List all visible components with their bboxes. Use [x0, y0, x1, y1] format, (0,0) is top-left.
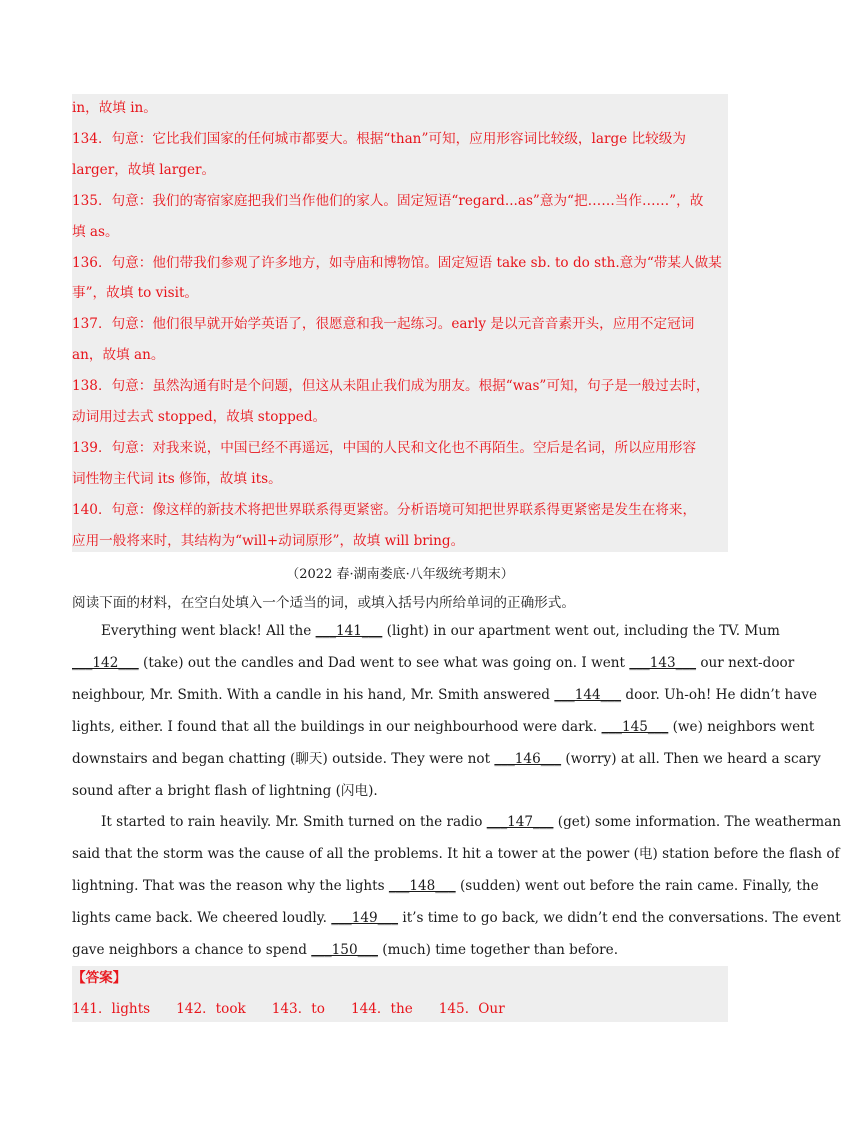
blank: ___147___	[486, 814, 554, 830]
explanation-line: in，故填 in。	[72, 100, 157, 116]
passage-line	[72, 940, 618, 960]
explanation-line: 词性物主代词 its 修饰，故填 its。	[72, 470, 282, 487]
explanation-line: 138．句意：虽然沟通有时是个问题，但这从未阻止我们成为朋友。根据“was”可知，句子是一般过去时，	[72, 378, 710, 395]
source-title: （2022 春·湖南娄底·八年级统考期末）	[286, 567, 514, 582]
passage-text: (take) out the candles and Dad went to see what was going on. I went	[138, 655, 630, 671]
answer-label: 【答案】	[72, 970, 127, 986]
passage-text: downstairs and began chatting (聊天) outside. They were not	[72, 751, 495, 767]
explanation-line: 136．句意：他们带我们参观了许多地方，如寺庙和博物馆。固定短语 take sb. to do sth.意为“带某人做某	[72, 254, 722, 271]
blank: ___149___	[331, 910, 399, 926]
explanation-line: 应用一般将来时，其结构为“will+动词原形”，故填 will bring。	[72, 532, 465, 549]
blank: ___142___	[72, 655, 139, 671]
passage-text: sound after a bright flash of lightning (闪电).	[72, 783, 378, 799]
passage-text: said that the storm was the cause of all the problems. It hit a tower at the power (电) station before the flash of	[72, 846, 840, 862]
answer-item: 141．lights	[72, 1001, 151, 1017]
passage-line	[72, 781, 378, 801]
blank: ___150___	[311, 942, 378, 958]
passage-text: (much) time together than before.	[377, 942, 619, 958]
explanation-line: 134．句意：它比我们国家的任何城市都要大。根据“than”可知，应用形容词比较级，large 比较级为	[72, 130, 686, 147]
passage-text: (sudden) went out before the rain came. Finally, the	[455, 878, 819, 894]
explanation-line: 137．句意：他们很早就开始学英语了，很愿意和我一起练习。early 是以元音音素开头，应用不定冠词	[72, 316, 695, 333]
passage-text: lights, either. I found that all the buildings in our neighbourhood were dark.	[72, 719, 602, 735]
explanation-line: 填 as。	[72, 223, 119, 240]
passage-line	[72, 844, 840, 864]
instruction: 阅读下面的材料，在空白处填入一个适当的词，或填入括号内所给单词的正确形式。	[72, 595, 575, 611]
explanation-line: 动词用过去式 stopped，故填 stopped。	[72, 409, 327, 425]
blank: ___145___	[601, 719, 669, 735]
passage-text: it’s time to go back, we didn’t end the conversations. The event	[398, 910, 841, 926]
passage-line	[72, 908, 841, 928]
passage-text: (worry) at all. Then we heard a scary	[561, 751, 821, 767]
answer-item: 145．Our	[438, 1001, 505, 1017]
passage-line	[72, 876, 819, 896]
answer-item: 143．to	[271, 1001, 325, 1017]
explanation-line: an，故填 an。	[72, 347, 165, 364]
passage-line	[72, 685, 817, 705]
passage-text: (we) neighbors went	[668, 719, 815, 735]
blank: ___141___	[315, 623, 383, 639]
answer-list	[72, 999, 531, 1019]
explanation-line: 140．句意：像这样的新技术将把世界联系得更紧密。分析语境可知把世界联系得更紧密是发生在将来，	[72, 501, 697, 518]
passage-text: lightning. That was the reason why the lights	[72, 878, 389, 894]
passage-text: door. Uh-oh! He didn’t have	[621, 687, 818, 703]
passage-text: gave neighbors a chance to spend	[72, 942, 312, 958]
explanation-line: larger，故填 larger。	[72, 161, 216, 178]
explanation-line: 事”，故填 to visit。	[72, 285, 199, 302]
answer-item: 144．the	[350, 1001, 413, 1017]
passage-line	[101, 621, 780, 641]
blank: ___143___	[629, 655, 697, 671]
passage-text: Everything went black! All the	[101, 623, 316, 639]
passage-line	[72, 749, 821, 769]
passage-text: (get) some information. The weatherman	[553, 814, 841, 830]
passage-line	[72, 653, 794, 673]
passage-text: lights came back. We cheered loudly.	[72, 910, 332, 926]
passage-line	[72, 717, 814, 737]
answer-item: 142．took	[176, 1001, 246, 1017]
explanation-line: 135．句意：我们的寄宿家庭把我们当作他们的家人。固定短语“regard...as”意为“把……当作……”，故	[72, 192, 704, 209]
passage-text: It started to rain heavily. Mr. Smith turned on the radio	[101, 814, 487, 830]
passage-text: (light) in our apartment went out, including the TV. Mum	[382, 623, 780, 639]
blank: ___148___	[388, 878, 456, 894]
blank: ___146___	[494, 751, 562, 767]
passage-text: neighbour, Mr. Smith. With a candle in his hand, Mr. Smith answered	[72, 687, 555, 703]
blank: ___144___	[554, 687, 622, 703]
explanation-line: 139．句意：对我来说，中国已经不再遥远，中国的人民和文化也不再陌生。空后是名词，所以应用形容	[72, 439, 697, 456]
passage-text: our next-door	[696, 655, 795, 671]
passage-line	[101, 812, 841, 832]
